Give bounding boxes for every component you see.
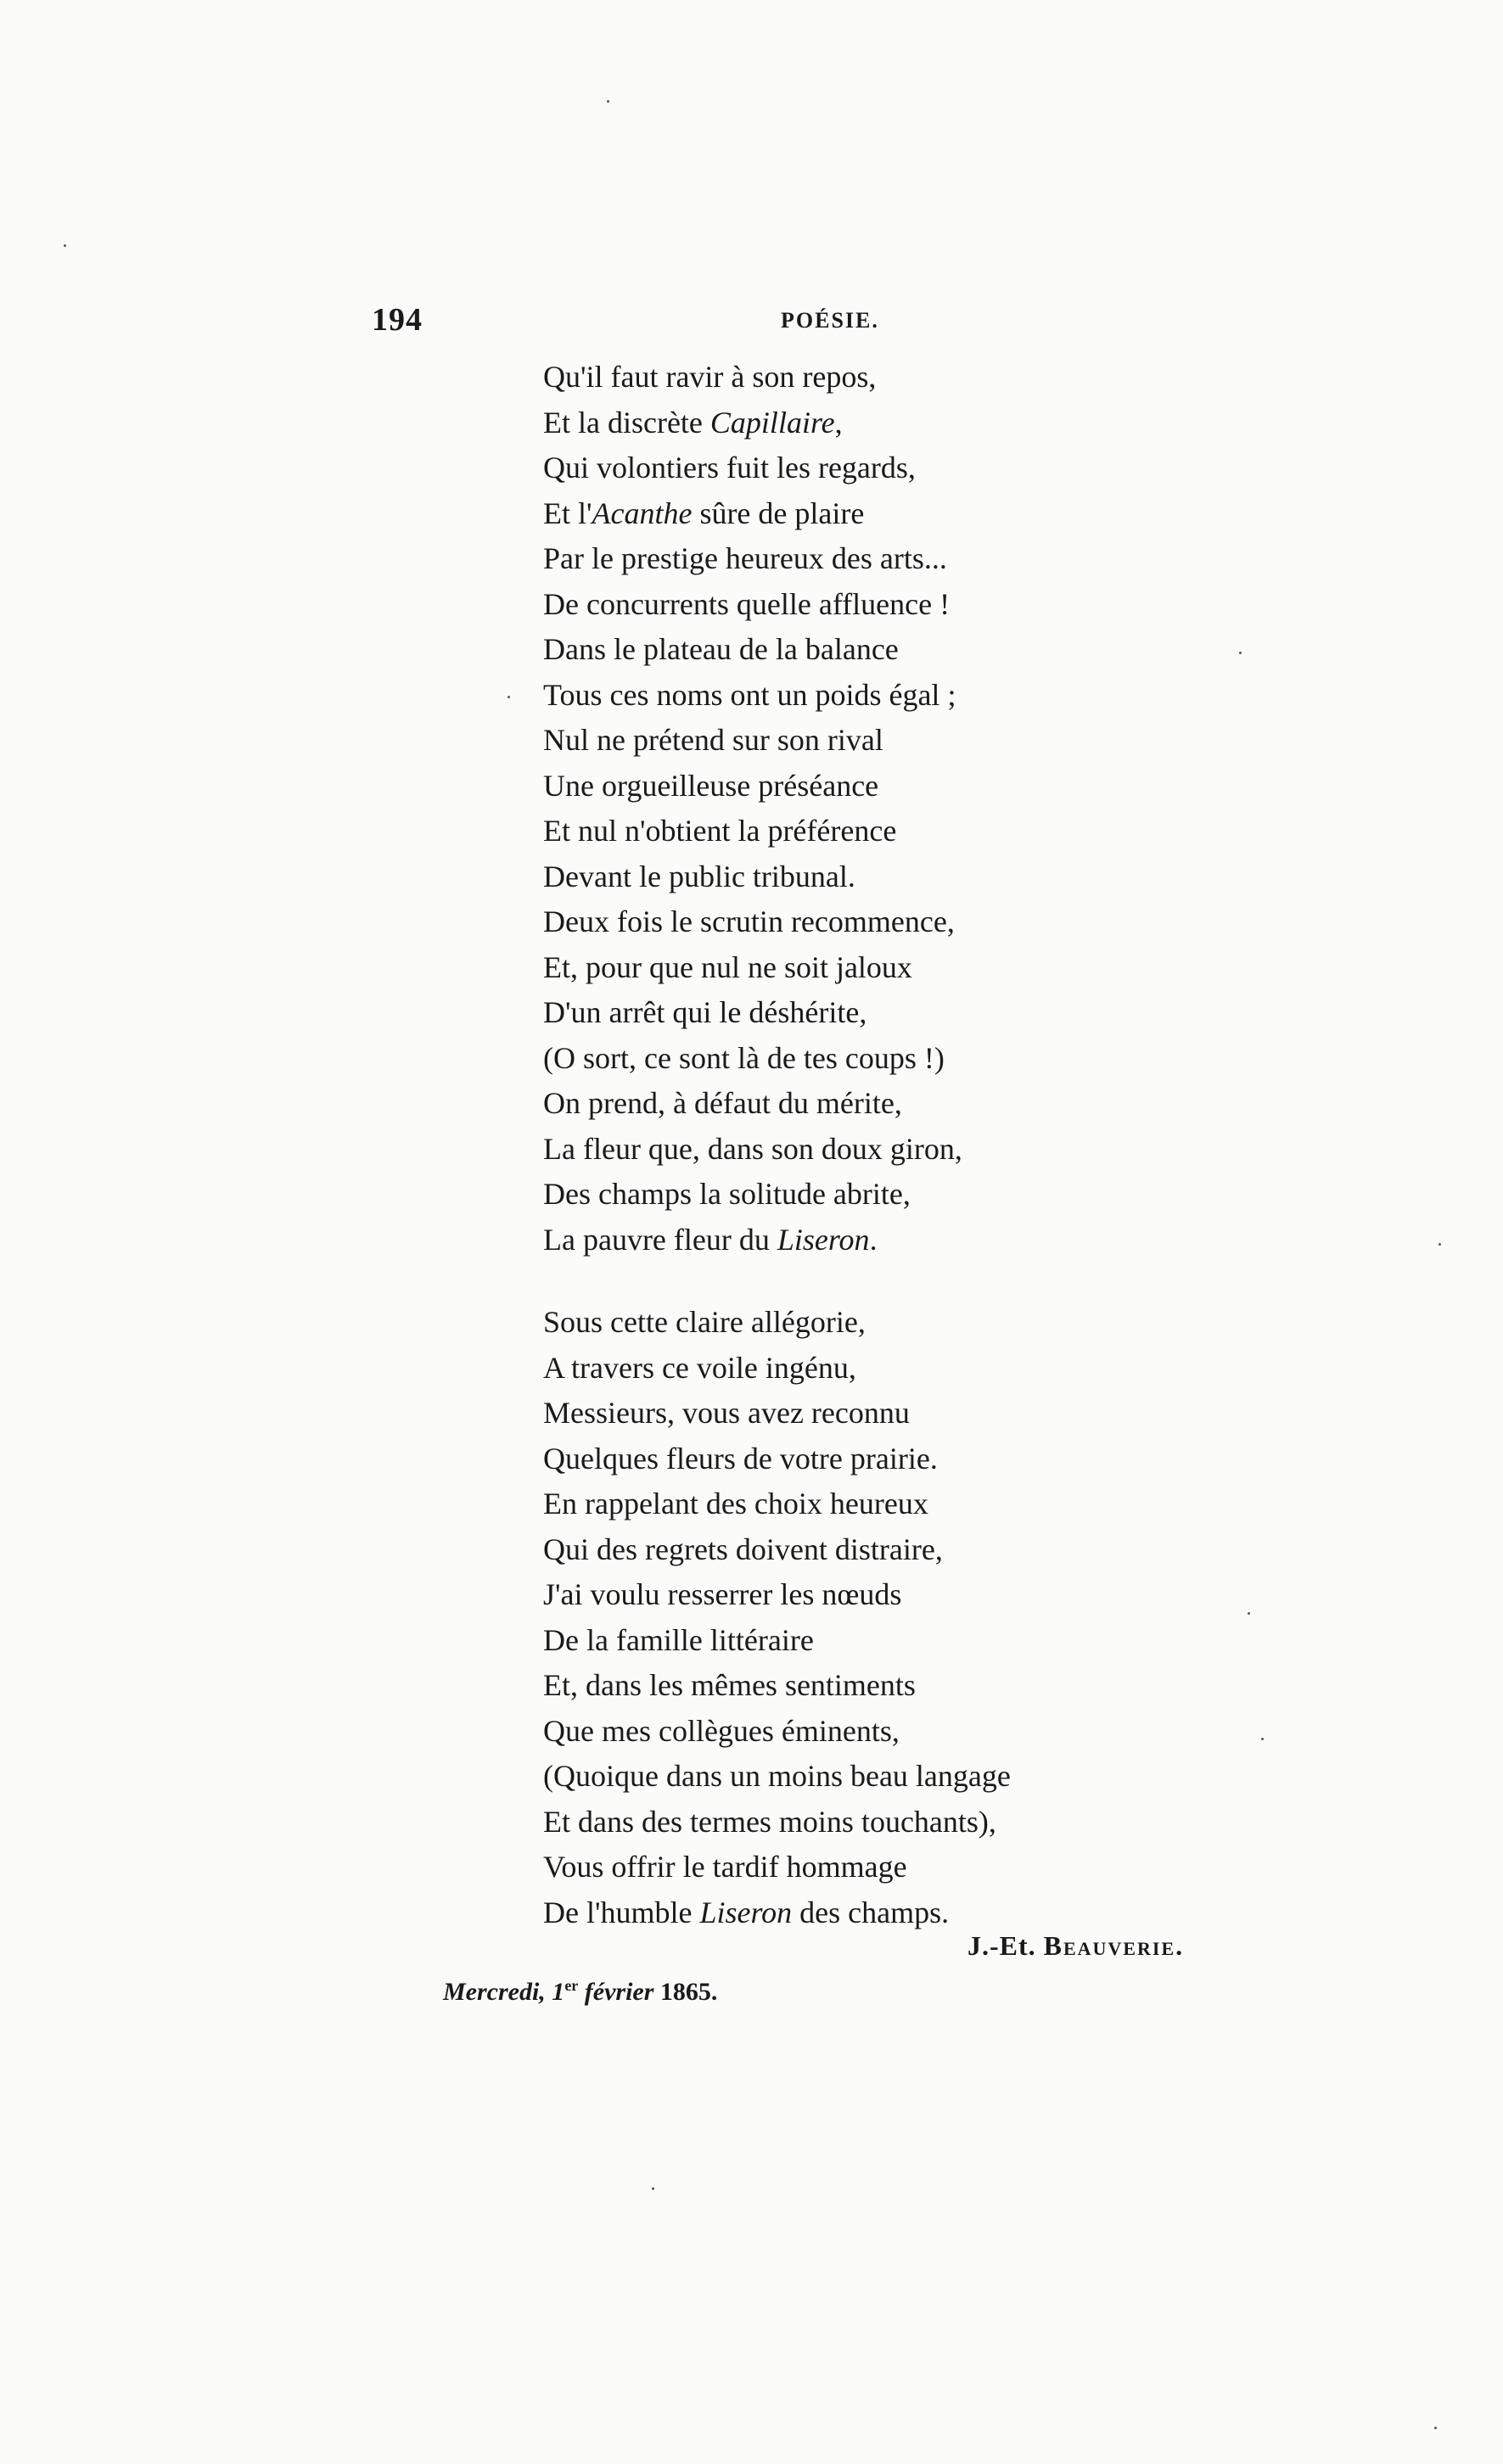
italic-term: Capillaire: [709, 405, 835, 440]
page-number: 194: [372, 302, 423, 338]
poem-line: [543, 1481, 1375, 1527]
scan-speck: [1439, 1243, 1441, 1246]
line-text: Que mes collègues éminents,: [543, 1713, 900, 1748]
poem-line: [543, 718, 1375, 764]
poem-line: [543, 990, 1375, 1036]
poem-line: [543, 536, 1375, 582]
poem-line: [543, 491, 1375, 537]
line-text: On prend, à défaut du mérite,: [543, 1086, 902, 1120]
line-text: Qui volontiers fuit les regards,: [543, 451, 916, 484]
line-text: Une orgueilleuse préséance: [543, 768, 879, 803]
line-text: (O sort, ce sont là de tes coups !): [543, 1040, 945, 1075]
line-text: Et la discrète: [543, 405, 710, 440]
line-text: La fleur que, dans son doux giron,: [543, 1131, 962, 1166]
line-text: Qu'il faut ravir à son repos,: [543, 360, 877, 394]
dateline-day: Mercredi, 1: [443, 1978, 565, 2006]
poem-line: [543, 1527, 1375, 1573]
poem-line: [543, 1036, 1375, 1082]
scan-speck: [1248, 1612, 1250, 1615]
poem-line: [543, 1218, 1375, 1263]
poem-line: [543, 627, 1375, 673]
italic-term: Liseron: [699, 1895, 793, 1929]
poem-line: [543, 1890, 1375, 1936]
line-text: Devant le public tribunal.: [543, 859, 855, 893]
line-text: De concurrents quelle affluence !: [543, 586, 951, 621]
scan-speck: [1434, 2427, 1437, 2429]
line-text: Quelques fleurs de votre prairie.: [543, 1441, 938, 1476]
scan-speck: [1239, 652, 1242, 654]
line-text: J'ai voulu resserrer les nœuds: [543, 1577, 902, 1611]
line-text: Et nul n'obtient la préférence: [543, 814, 897, 848]
line-text: De la famille littéraire: [543, 1622, 814, 1657]
dateline-year: 1865.: [659, 1978, 718, 2006]
line-text: En rappelant des choix heureux: [543, 1487, 928, 1520]
line-text: des champs.: [792, 1895, 950, 1929]
poem-line: [543, 1300, 1375, 1346]
poem-line: [543, 1754, 1375, 1800]
poem-line: [543, 355, 1375, 400]
poem-line: [543, 1436, 1375, 1482]
italic-term: Liseron: [777, 1222, 870, 1257]
line-text: Et, pour que nul ne soit jaloux: [543, 949, 912, 984]
line-text: Dans le plateau de la balance: [543, 632, 899, 666]
line-text: D'un arrêt qui le déshérite,: [543, 995, 867, 1029]
line-text: Deux fois le scrutin recommence,: [543, 904, 955, 938]
line-text: Et, dans les mêmes sentiments: [543, 1668, 916, 1702]
poem-line: [543, 1618, 1375, 1664]
poem-line: [543, 400, 1375, 446]
line-text: Qui des regrets doivent distraire,: [543, 1532, 943, 1566]
poem-line: [543, 1081, 1375, 1127]
scan-speck: [1261, 1738, 1264, 1740]
line-text: Nul ne prétend sur son rival: [543, 723, 883, 757]
poem-line: [543, 764, 1375, 809]
line-text: Par le prestige heureux des arts...: [543, 541, 947, 575]
scan-speck: [652, 2187, 654, 2190]
poem-line: [543, 1346, 1375, 1392]
poem-line: [543, 1663, 1375, 1709]
scan-speck: [607, 100, 609, 103]
line-text: .: [869, 1222, 878, 1257]
poem-line: [543, 1800, 1375, 1845]
signature-initials: J.-Et.: [967, 1930, 1044, 1961]
poem-line: [543, 1709, 1375, 1755]
scan-speck: [508, 696, 510, 698]
line-text: Et dans des termes moins touchants),: [543, 1804, 996, 1839]
signature-surname: Beauverie.: [1043, 1930, 1185, 1961]
line-text: Et l': [543, 496, 592, 530]
page-header: [0, 301, 1503, 352]
poem: [543, 355, 1375, 1935]
line-text: Vous offrir le tardif hommage: [543, 1850, 907, 1884]
line-text: Tous ces noms ont un poids égal ;: [543, 677, 956, 712]
stanza: [543, 355, 1375, 1263]
line-text: Sous cette claire allégorie,: [543, 1305, 866, 1339]
line-text: ,: [834, 405, 843, 440]
dateline-month: février: [578, 1978, 660, 2006]
line-text: Messieurs, vous avez reconnu: [543, 1396, 910, 1430]
poem-line: [543, 854, 1375, 900]
italic-term: Acanthe: [592, 496, 693, 530]
poem-line: [543, 582, 1375, 628]
poem-line: [543, 1845, 1375, 1890]
line-text: De l'humble: [543, 1895, 700, 1929]
line-text: sûre de plaire: [692, 496, 865, 530]
line-text: A travers ce voile ingénu,: [543, 1350, 856, 1385]
dateline: [443, 1977, 717, 2007]
poem-line: [543, 945, 1375, 991]
poem-line: [543, 809, 1375, 854]
line-text: (Quoique dans un moins beau langage: [543, 1759, 1011, 1793]
stanza: [543, 1300, 1375, 1935]
poem-line: [543, 1391, 1375, 1436]
poem-line: [543, 445, 1375, 491]
poem-line: [543, 1172, 1375, 1218]
dateline-superscript: er: [564, 1977, 579, 1994]
scan-speck: [64, 244, 66, 247]
poem-line: [543, 1572, 1375, 1618]
poem-line: [543, 673, 1375, 719]
poem-line: [543, 899, 1375, 945]
running-head: POÉSIE.: [781, 308, 879, 333]
line-text: La pauvre fleur du: [543, 1222, 777, 1257]
signature: [967, 1930, 1184, 1962]
line-text: Des champs la solitude abrite,: [543, 1177, 911, 1211]
poem-line: [543, 1127, 1375, 1173]
